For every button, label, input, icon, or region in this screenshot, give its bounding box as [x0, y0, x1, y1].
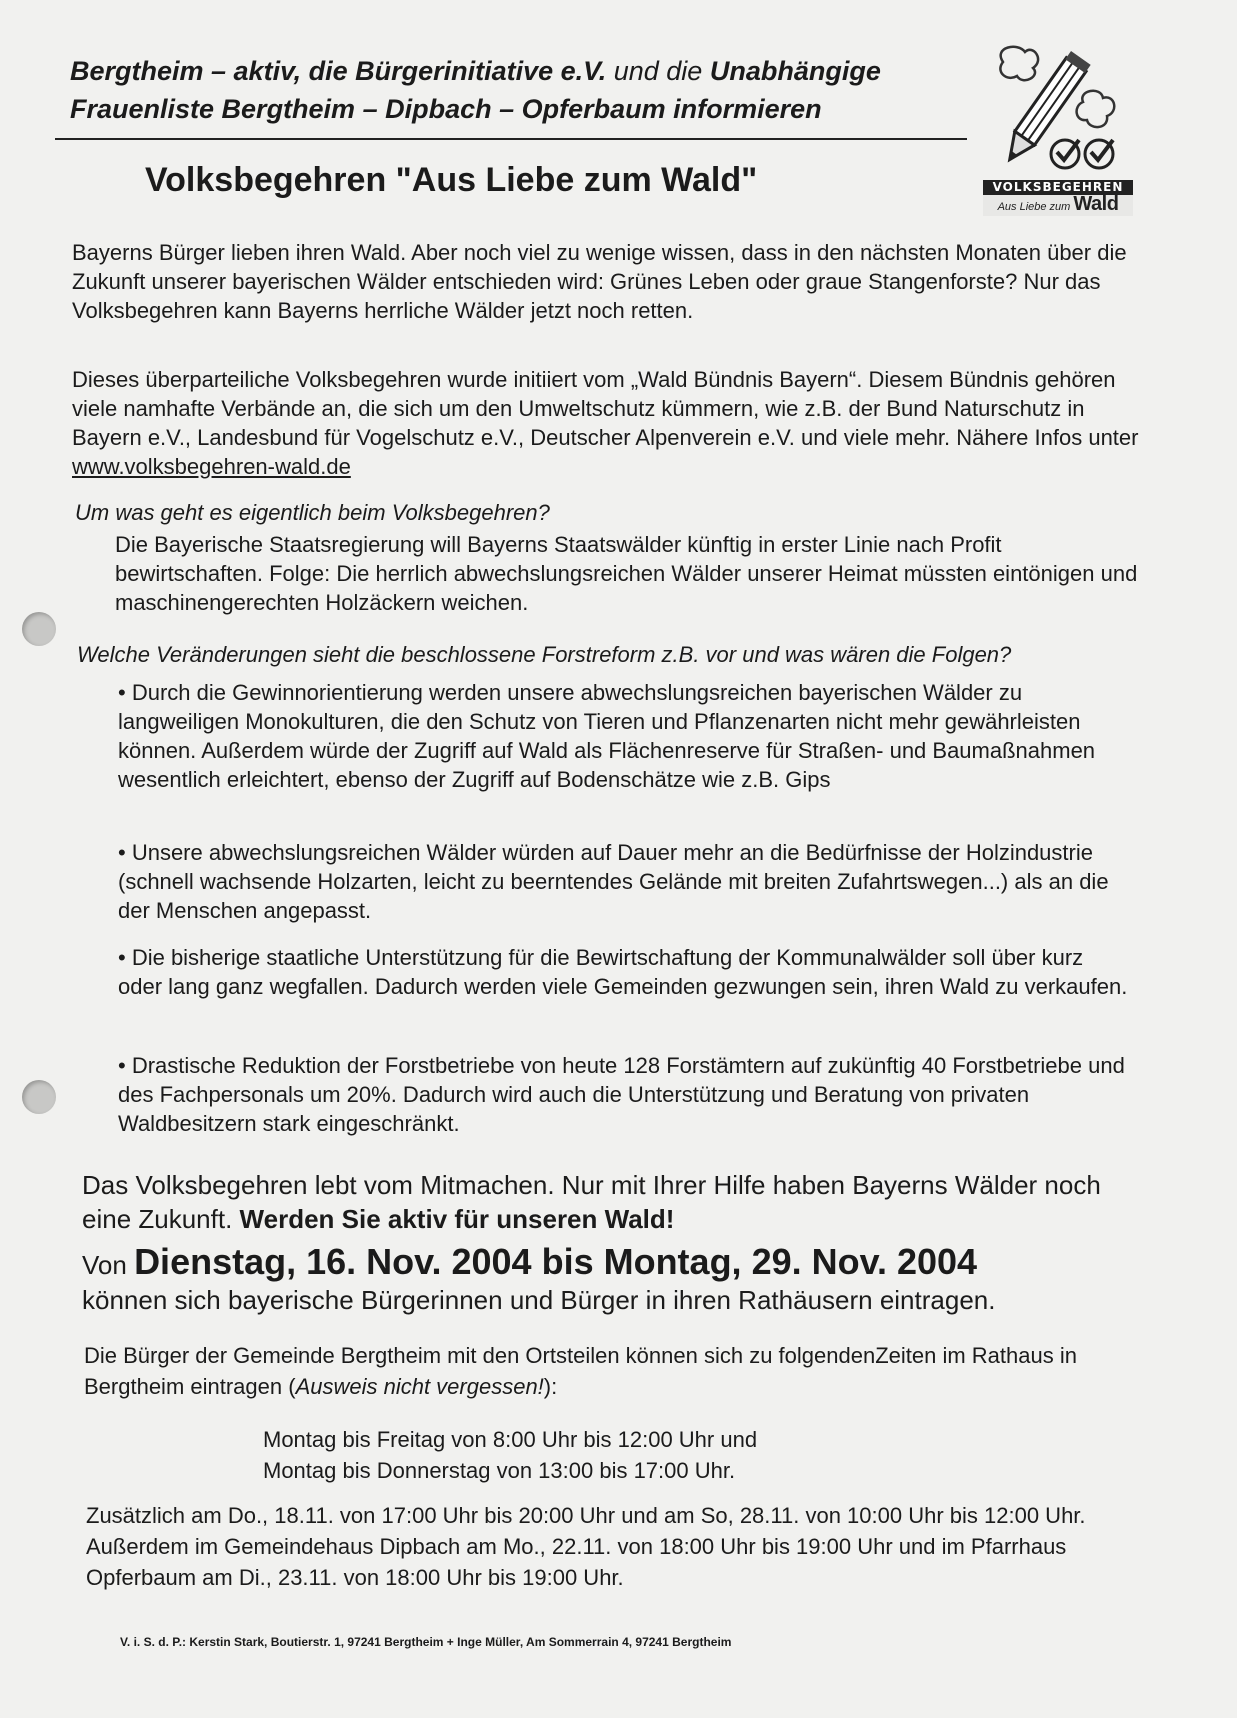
signing-info: können sich bayerische Bürgerinnen und Bürger in ihren Rathäusern eintragen. [82, 1285, 996, 1315]
bullet-item: • Unsere abwechslungsreichen Wälder würden auf Dauer mehr an die Bedürfnisse der Holzindustrie (schnell wachsende Holzarten, leicht zu beerntendes Gelände mit breiten Zufahrtswegen...) als an die der Menschen angepasst. [118, 840, 1109, 923]
pencil-with-leaves-and-checkmarks-icon [983, 42, 1133, 182]
bullet-item: • Die bisherige staatliche Unterstützung für die Bewirtschaftung der Kommunalwälder soll über kurz oder lang ganz wegfallen. Dadurch werden viele Gemeinden gezwungen sein, ihren Wald zu verkaufen. [118, 945, 1128, 999]
answer-paragraph: Die Bayerische Staatsregierung will Bayerns Staatswälder künftig in erster Linie nach Profit bewirtschaften. Folge: Die herrlich abwechslungsreichen Wälder unserer Heimat müssten eintönigen und maschinengerechten Holzäckern weichen. [115, 532, 1138, 615]
opening-hours [263, 1424, 963, 1486]
cta-bold: Werden Sie aktiv für unseren Wald! [239, 1204, 675, 1234]
hours-line: Montag bis Donnerstag von 13:00 bis 17:00 Uhr. [263, 1458, 736, 1483]
imprint-footer: V. i. S. d. P.: Kerstin Stark, Boutierstr. 1, 97241 Bergtheim + Inge Müller, Am Sommerrain 4, 97241 Bergtheim [120, 1635, 732, 1649]
id-reminder: Ausweis nicht vergessen! [295, 1374, 544, 1399]
bullet-item: • Durch die Gewinnorientierung werden unsere abwechslungsreichen bayerischen Wälder zu langweiligen Monokulturen, die den Schutz von Tieren und Pflanzenarten nicht mehr gewährleisten können. Außerdem würde der Zugriff auf Wald als Flächenreserve für Straßen- und Baumaßnahmen wesentlich erleichtert, ebenso der Zugriff auf Bodenschätze wie z.B. Gips [118, 680, 1096, 792]
header-org2-start: Unabhängige [709, 56, 881, 86]
date-range-text: Dienstag, 16. Nov. 2004 bis Montag, 29. Nov. 2004 [134, 1241, 978, 1282]
header [70, 52, 970, 128]
logo-badge [983, 180, 1133, 214]
alliance-text: Dieses überparteiliche Volksbegehren wurde initiiert vom „Wald Bündnis Bayern“. Diesem Bündnis gehören viele namhafte Verbände an, die sich um den Umweltschutz kümmern, wie z.B. der Bund Naturschutz in Bayern e.V., Landesbund für Vogelschutz e.V., Deutscher Alpenverein e.V. und viele mehr. Nähere Infos unter [72, 367, 1139, 450]
bullet-item: • Drastische Reduktion der Forstbetriebe von heute 128 Forstämtern auf zukünftig 40 Forstbetriebe und des Fachpersonals um 20%. Dadurch wird auch die Unterstützung und Beratung von privaten Waldbesitzern stark eingeschränkt. [118, 1053, 1125, 1136]
logo-badge-subtitle [983, 195, 1133, 216]
punch-hole [22, 1080, 56, 1114]
local-info-end: ): [543, 1374, 558, 1399]
additional-times: Zusätzlich am Do., 18.11. von 17:00 Uhr bis 20:00 Uhr und am So, 28.11. von 10:00 Uhr bis 12:00 Uhr. Außerdem im Gemeindehaus Dipbach am Mo., 22.11. von 18:00 Uhr bis 19:00 Uhr und im Pfarrhaus Opferbaum am Di., 23.11. von 18:00 Uhr bis 19:00 Uhr. [86, 1503, 1086, 1590]
header-org: Bergtheim – aktiv, die Bürgerinitiative e.V. [70, 56, 607, 86]
date-range [82, 1240, 1162, 1287]
intro-paragraph: Bayerns Bürger lieben ihren Wald. Aber noch viel zu wenige wissen, dass in den nächsten Monaten über die Zukunft unserer bayerischen Wälder entschieden wird: Grünes Leben oder graue Stangenforste? Nur das Volksbegehren kann Bayerns herrliche Wälder jetzt noch retten. [72, 240, 1127, 323]
question-heading: Welche Veränderungen sieht die beschlossene Forstreform z.B. vor und was wären die Folgen? [77, 642, 1012, 667]
hours-line: Montag bis Freitag von 8:00 Uhr bis 12:00 Uhr und [263, 1427, 758, 1452]
cta-text: Das Volksbegehren lebt vom Mitmachen. Nur mit Ihrer Hilfe haben Bayerns Wälder noch eine Zukunft. [82, 1170, 1101, 1234]
call-to-action [82, 1168, 1142, 1236]
header-divider [55, 138, 967, 140]
punch-hole [22, 612, 56, 646]
local-info [84, 1340, 1144, 1402]
date-prefix: Von [82, 1250, 127, 1280]
question-heading: Um was geht es eigentlich beim Volksbegehren? [75, 500, 550, 525]
alliance-paragraph [72, 365, 1147, 481]
header-org2: Frauenliste Bergtheim – Dipbach – Opferbaum informieren [70, 94, 822, 124]
logo-badge-small: Aus Liebe zum [997, 201, 1071, 213]
local-info-text: Die Bürger der Gemeinde Bergtheim mit den Ortsteilen können sich zu folgendenZeiten im Rathaus in Bergtheim eintragen ( [84, 1343, 1077, 1399]
header-connector: und die [613, 56, 703, 86]
page-title: Volksbegehren "Aus Liebe zum Wald" [145, 161, 758, 199]
volksbegehren-logo [983, 42, 1133, 217]
website-link[interactable]: www.volksbegehren-wald.de [72, 454, 351, 479]
logo-badge-title: VOLKSBEGEHREN [992, 180, 1124, 194]
logo-badge-big: Wald [1073, 193, 1119, 215]
